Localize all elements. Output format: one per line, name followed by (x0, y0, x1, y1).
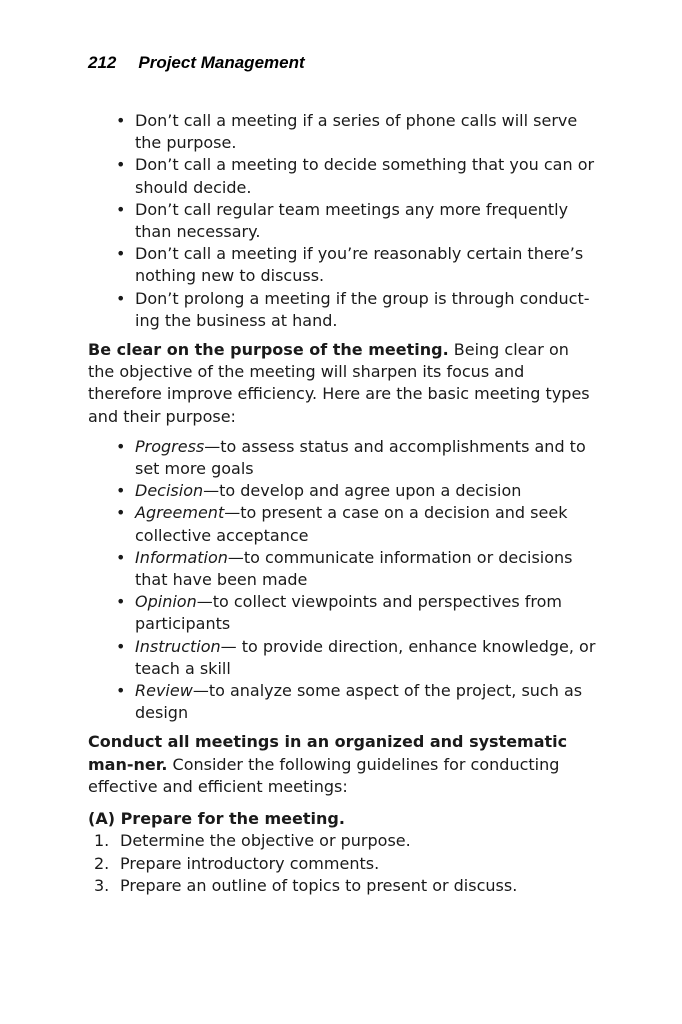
list-item-text: Don’t call a meeting to decide something that you can or should decide. (135, 155, 595, 197)
bullet-icon: • (116, 592, 126, 612)
step-text: Determine the objective or purpose. (120, 831, 411, 851)
meeting-type-term: Information (135, 547, 228, 567)
bullet-icon: • (116, 636, 126, 656)
meeting-type-desc: —to develop and agree upon a decision (203, 481, 522, 501)
list-item-text: Don’t call a meeting if a series of phone calls will serve the purpose. (135, 111, 578, 153)
list-item-text: Don’t call regular team meetings any more frequently than necessary. (135, 199, 569, 242)
prepare-heading: (A) Prepare for the meeting. (88, 809, 345, 829)
purpose-paragraph (88, 339, 598, 428)
list-item-text: Don’t call a meeting if you’re reasonably certain there’s nothing new to discuss. (135, 244, 584, 286)
bullet-icon: • (116, 481, 126, 501)
meeting-type-term: Progress (135, 436, 205, 456)
book-title: Project Management (138, 53, 305, 72)
page-number: 212 (88, 53, 117, 72)
bullet-icon: • (116, 436, 126, 456)
list-item (116, 591, 598, 635)
step-text: Prepare an outline of topics to present or discuss. (120, 875, 518, 895)
list-item-text: Don’t prolong a meeting if the group is through conduct-ing the business at hand. (135, 288, 590, 330)
page-content (88, 110, 598, 897)
list-item (116, 547, 598, 591)
conduct-text: Consider the following guidelines for conducting effective and efficient meetings: (88, 754, 560, 796)
list-item (116, 636, 598, 680)
list-item (94, 830, 598, 852)
step-number: 3. (94, 875, 110, 895)
purpose-text: Being clear on the objective of the meeting will sharpen its focus and therefore improve efficiency. Here are the basic meeting types and their purpose: (88, 340, 590, 426)
bullet-icon: • (116, 155, 126, 175)
step-text: Prepare introductory comments. (120, 853, 380, 873)
bullet-icon: • (116, 503, 126, 523)
meeting-type-desc: —to communicate information or decisions that have been made (135, 547, 573, 590)
bullet-icon: • (116, 681, 126, 701)
list-item (94, 853, 598, 875)
bullet-icon: • (116, 244, 126, 264)
purpose-lead: Be clear on the purpose of the meeting. (88, 340, 449, 360)
intro-bullet-list (88, 110, 598, 332)
list-item (94, 875, 598, 897)
meeting-type-desc: — to provide direction, enhance knowledge, or teach a skill (135, 636, 596, 678)
list-item (116, 154, 598, 198)
list-item (116, 243, 598, 287)
meeting-type-term: Opinion (135, 592, 197, 612)
list-item (116, 680, 598, 724)
prepare-steps-list (88, 830, 598, 897)
bullet-icon: • (116, 288, 126, 308)
meeting-type-term: Instruction (135, 636, 221, 656)
bullet-icon: • (116, 199, 126, 219)
meeting-type-desc: —to present a case on a decision and seek collective acceptance (135, 503, 568, 545)
meeting-types-list (88, 436, 598, 725)
list-item (116, 199, 598, 243)
list-item (116, 110, 598, 154)
meeting-type-term: Agreement (135, 503, 225, 523)
running-head (88, 53, 305, 73)
list-item (116, 502, 598, 546)
list-item (116, 480, 598, 502)
conduct-paragraph (88, 731, 598, 798)
list-item (116, 288, 598, 332)
step-number: 2. (94, 853, 110, 873)
bullet-icon: • (116, 111, 126, 130)
meeting-type-term: Decision (135, 481, 204, 501)
step-number: 1. (94, 831, 110, 851)
meeting-type-desc: —to analyze some aspect of the project, such as design (135, 681, 583, 723)
conduct-lead: Conduct all meetings in an organized and systematic man-ner. (88, 732, 568, 774)
meeting-type-desc: —to assess status and accomplishments and to set more goals (135, 436, 586, 479)
bullet-icon: • (116, 547, 126, 567)
list-item (116, 436, 598, 480)
meeting-type-desc: —to collect viewpoints and perspectives from participants (135, 592, 562, 634)
meeting-type-term: Review (135, 681, 193, 701)
